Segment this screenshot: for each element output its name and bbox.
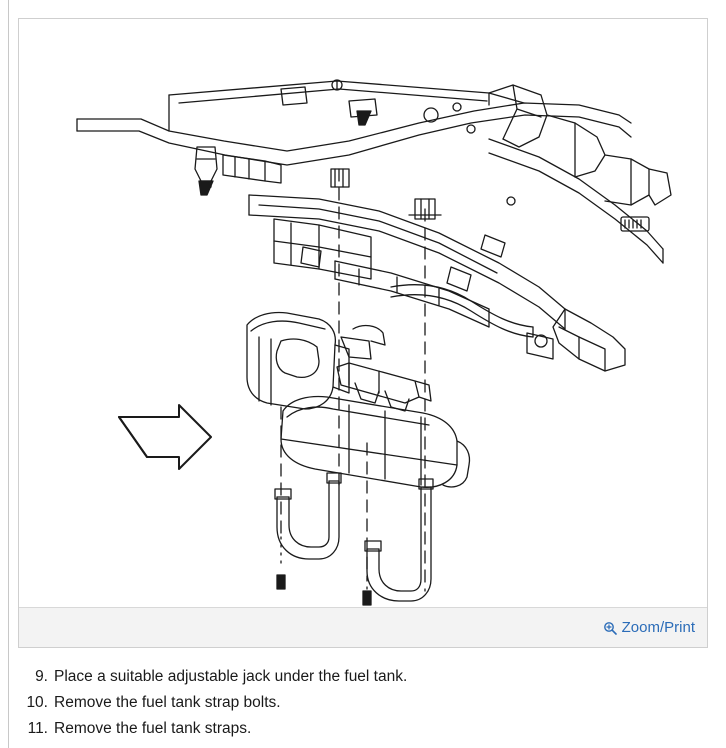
figure-toolbar <box>19 607 707 647</box>
list-item <box>18 690 708 716</box>
step-number: 11. <box>27 720 48 737</box>
magnifier-plus-icon <box>603 621 617 635</box>
zoom-print-label: Zoom/Print <box>621 619 695 636</box>
list-item <box>18 716 708 742</box>
step-number: 10. <box>26 694 48 711</box>
list-item <box>18 664 708 690</box>
step-text: Remove the fuel tank strap bolts. <box>54 694 281 711</box>
zoom-print-link[interactable] <box>603 619 695 636</box>
step-number: 9. <box>35 668 48 685</box>
page-left-divider <box>8 0 9 748</box>
figure-illustration <box>19 19 707 607</box>
figure-panel <box>18 18 708 648</box>
step-text: Place a suitable adjustable jack under the fuel tank. <box>54 668 408 685</box>
frame-and-fuel-tank-line-drawing <box>19 19 707 607</box>
step-text: Remove the fuel tank straps. <box>54 720 252 737</box>
procedure-step-list <box>18 664 708 742</box>
